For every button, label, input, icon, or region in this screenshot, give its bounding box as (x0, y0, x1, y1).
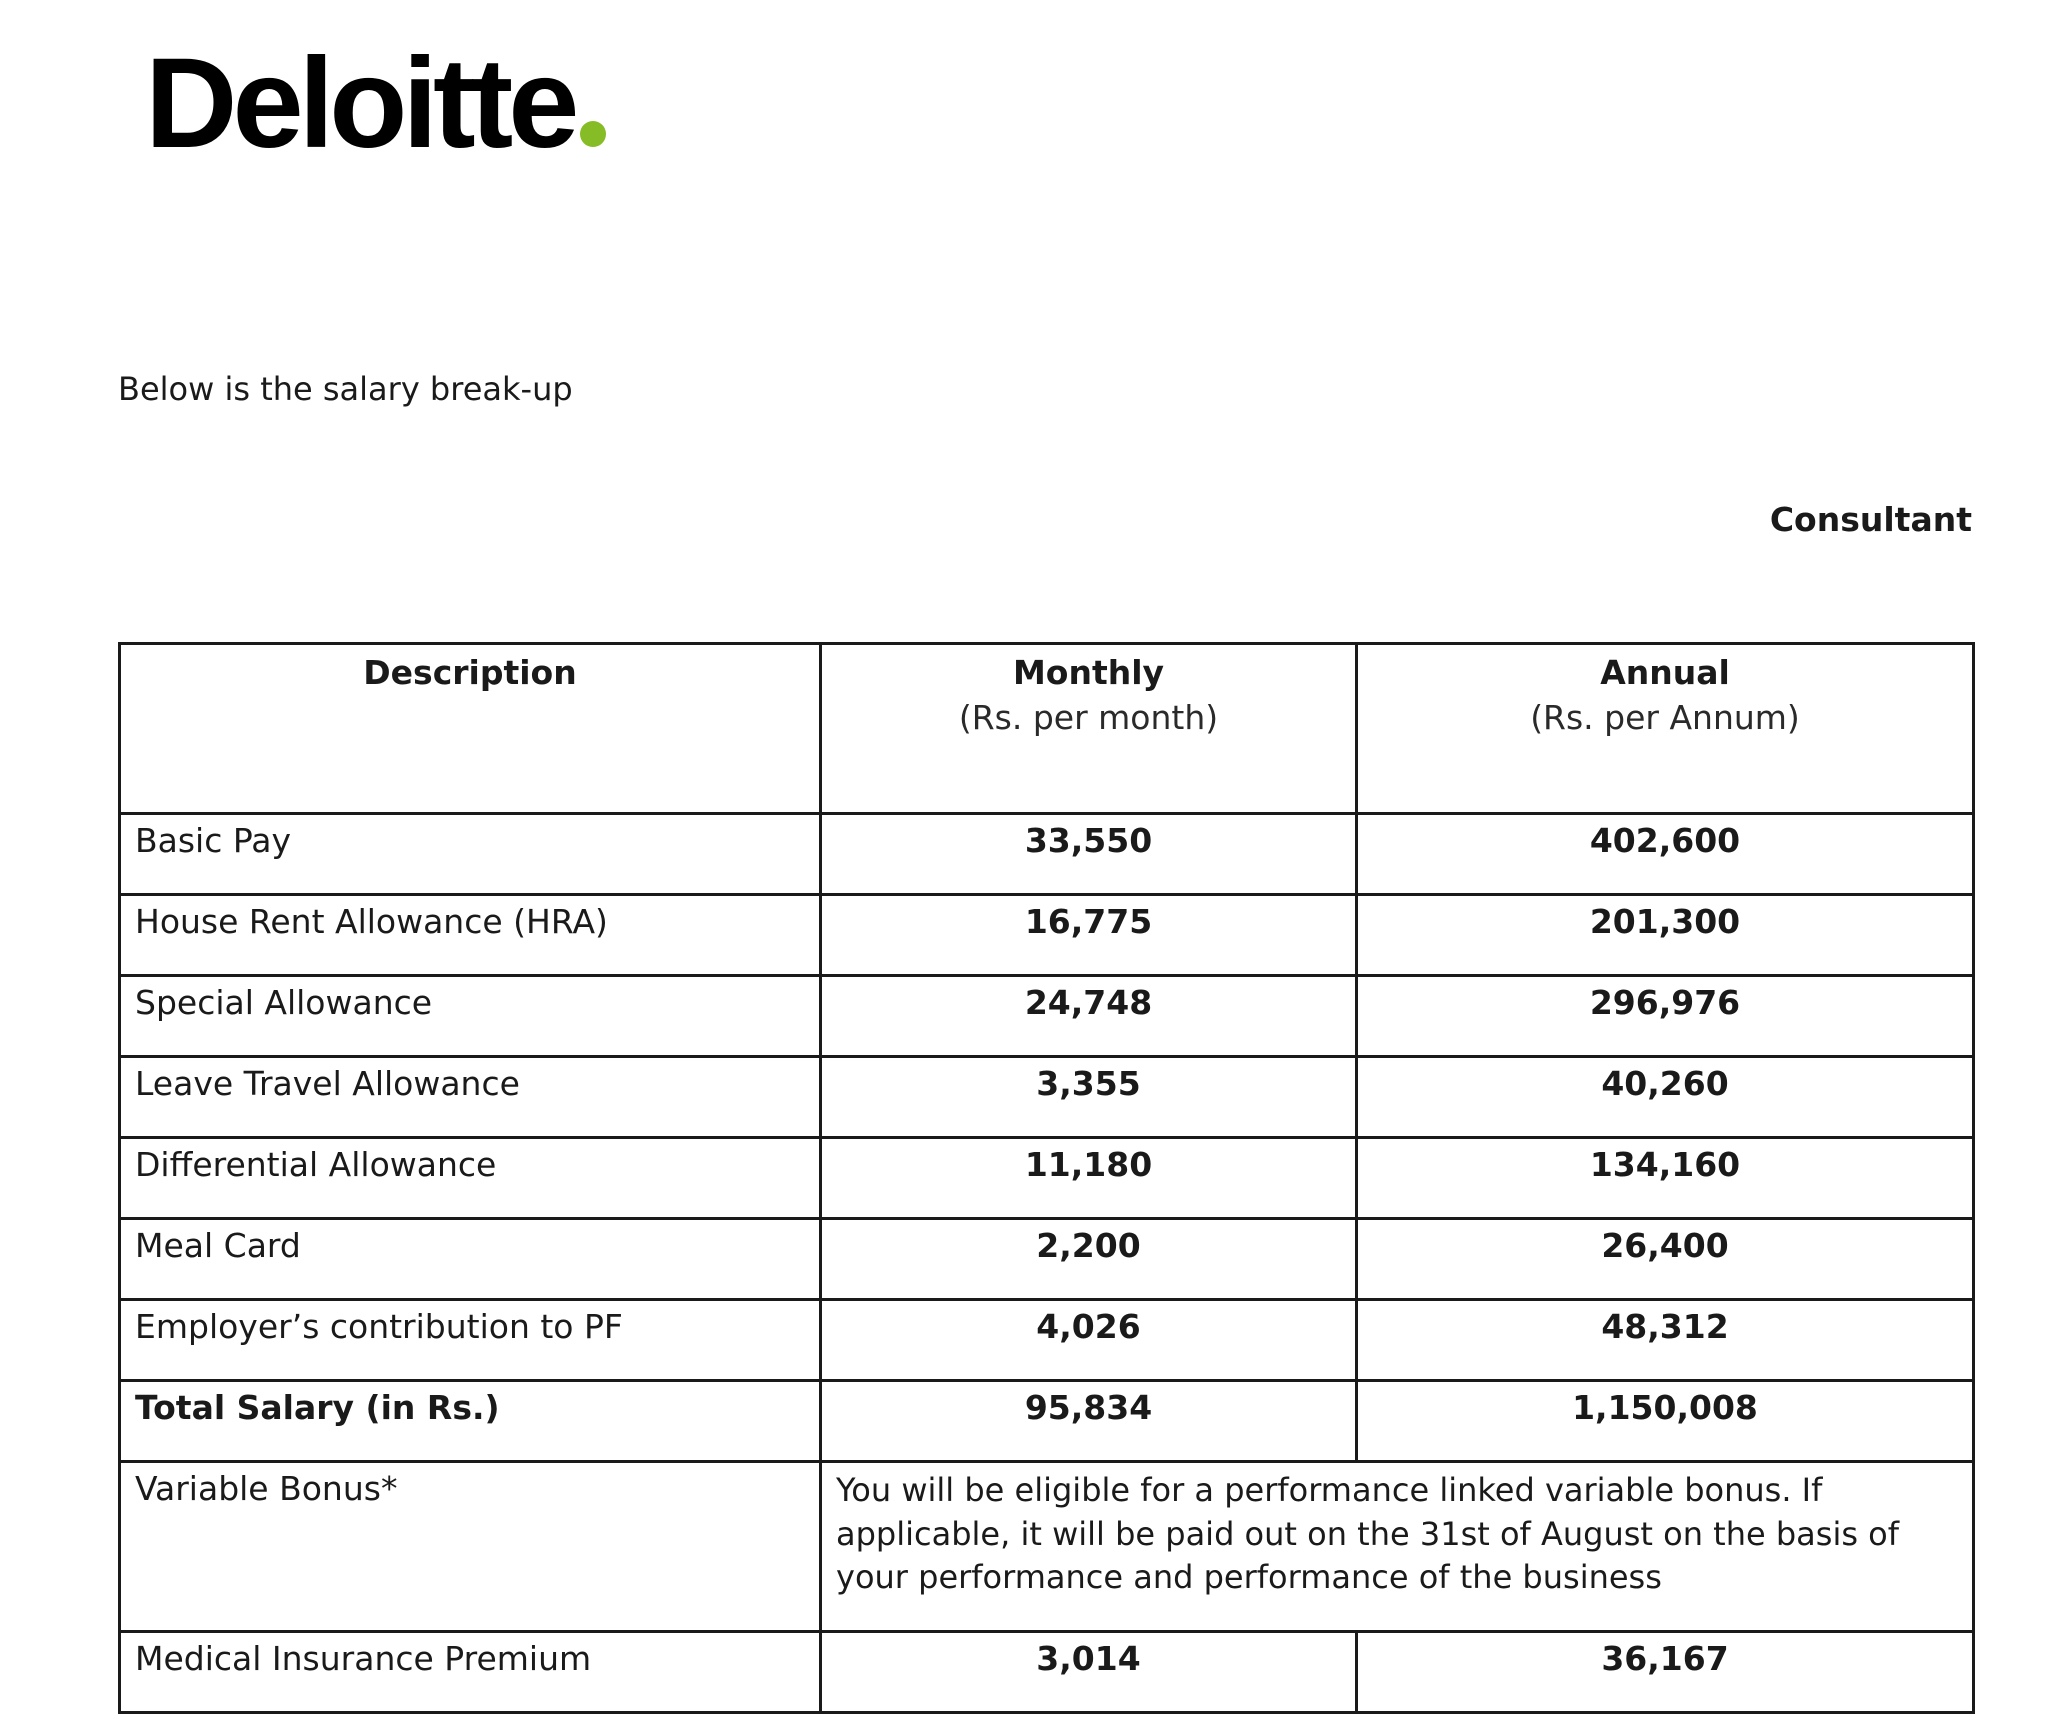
row-description: House Rent Allowance (HRA) (120, 895, 821, 976)
logo-dot-icon (580, 121, 606, 147)
row-description: Special Allowance (120, 976, 821, 1057)
table-row (120, 976, 1974, 1057)
total-annual-value: 1,150,008 (1357, 1381, 1974, 1462)
medical-monthly-value: 3,014 (821, 1632, 1357, 1713)
row-annual-value: 402,600 (1357, 814, 1974, 895)
row-description: Leave Travel Allowance (120, 1057, 821, 1138)
total-description: Total Salary (in Rs.) (120, 1381, 821, 1462)
row-description: Differential Allowance (120, 1138, 821, 1219)
table-row (120, 1057, 1974, 1138)
variable-bonus-description: Variable Bonus* (120, 1462, 821, 1632)
total-salary-row (120, 1381, 1974, 1462)
row-annual-value: 26,400 (1357, 1219, 1974, 1300)
table-row (120, 814, 1974, 895)
column-header-description (120, 644, 821, 814)
designation-label: Consultant (1769, 500, 1972, 539)
row-monthly-value: 11,180 (821, 1138, 1357, 1219)
table-header-row (120, 644, 1974, 814)
row-description: Basic Pay (120, 814, 821, 895)
column-subtitle: (Rs. per Annum) (1530, 697, 1800, 737)
row-annual-value: 296,976 (1357, 976, 1974, 1057)
logo-text: Deloitte (145, 32, 575, 175)
row-annual-value: 48,312 (1357, 1300, 1974, 1381)
column-title: Monthly (1012, 653, 1165, 692)
variable-bonus-row (120, 1462, 1974, 1632)
row-annual-value: 134,160 (1357, 1138, 1974, 1219)
table-row (120, 895, 1974, 976)
salary-breakup-table (118, 642, 1975, 1714)
medical-insurance-row (120, 1632, 1974, 1713)
table-row (120, 1138, 1974, 1219)
row-monthly-value: 2,200 (821, 1219, 1357, 1300)
column-header-annual (1357, 644, 1974, 814)
table-row (120, 1300, 1974, 1381)
column-title: Annual (1600, 653, 1730, 692)
company-logo (145, 32, 606, 175)
row-monthly-value: 3,355 (821, 1057, 1357, 1138)
intro-text: Below is the salary break-up (118, 370, 573, 408)
row-annual-value: 201,300 (1357, 895, 1974, 976)
medical-description: Medical Insurance Premium (120, 1632, 821, 1713)
row-description: Meal Card (120, 1219, 821, 1300)
row-monthly-value: 16,775 (821, 895, 1357, 976)
row-annual-value: 40,260 (1357, 1057, 1974, 1138)
table-row (120, 1219, 1974, 1300)
row-monthly-value: 24,748 (821, 976, 1357, 1057)
column-subtitle: (Rs. per month) (958, 697, 1219, 737)
row-monthly-value: 4,026 (821, 1300, 1357, 1381)
column-title: Description (363, 653, 577, 692)
variable-bonus-note: You will be eligible for a performance linked variable bonus. If applicable, it will be paid out on the 31st of August on the basis of your performance and performance of the business (821, 1462, 1974, 1632)
row-description: Employer’s contribution to PF (120, 1300, 821, 1381)
row-monthly-value: 33,550 (821, 814, 1357, 895)
column-header-monthly (821, 644, 1357, 814)
total-monthly-value: 95,834 (821, 1381, 1357, 1462)
medical-annual-value: 36,167 (1357, 1632, 1974, 1713)
